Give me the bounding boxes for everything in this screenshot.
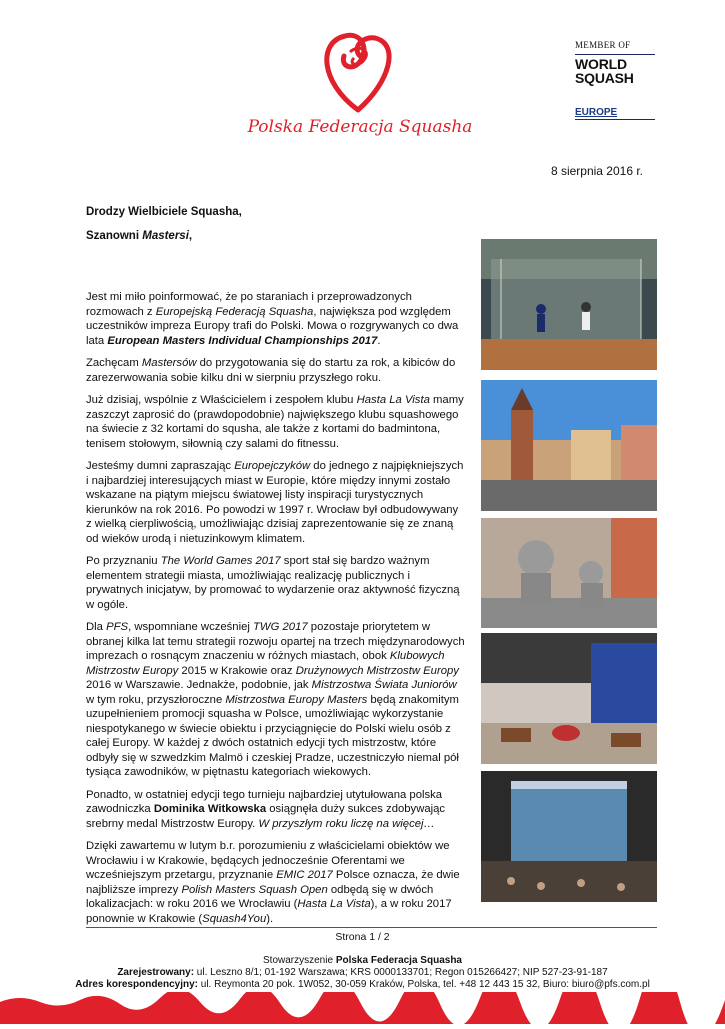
photo-club-lounge [481, 633, 657, 764]
photo-glass-court [481, 239, 657, 370]
world-label: WORLD [575, 56, 627, 72]
paragraph-6: Dla PFS, wspomniane wcześniej TWG 2017 pozostaje priorytetem w obranej kilka lat temu strategii rozwoju opartej na trzech międzynarodowych imprezach o rosnącym znaczeniu w różnych miastach, obok Klubowych Mistrzostw Europy 2015 w Krakowie oraz Drużynowych Mistrzostw Europy 2016 w Warszawie. Jednakże, podobnie, jak Mistrzostwa Świata Juniorów w tym roku, przyszłoroczne Mistrzostwa Europy Masters będą znakomitym uzupełnieniem promocji squasha w Polsce, umożliwiając wykorzystanie niespotykanego w świecie obiektu i przyciągnięcie do Polski wielu osób z całej Europy. W każdej z dwóch ostatnich edycji tych mistrzostw, które odbyły się w szwedzkim Malmö i czeskiej Pradze, uczestniczyło niemal pół tysiąca zawodników, w piętnastu kategoriach wiekowych. [86, 621, 465, 778]
paragraph-7: Ponadto, w ostatniej edycji tego turnieju najbardziej utytułowana polska zawodniczka Dominika Witkowska osiągnęła duży sukces zdobywając srebrny medal Mistrzostw Europy. W przyszłym roku liczę na więcej… [86, 788, 446, 830]
paragraph-8: Dzięki zawartemu w lutym b.r. porozumieniu z właścicielami obiektów we Wrocławiu i w Krakowie, będących jednocześnie Oferentami we wcześniejszym przetargu, przyznanie EMIC 2017 Polsce oznacza, że dwie najbliższe imprezy Polish Masters Squash Open odbędą się w dwóch lokalizacjach: w roku 2016 we Wrocławiu (Hasta La Vista), a w roku 2017 ponownie w Krakowie (Squash4You). [86, 840, 460, 925]
member-of-label: MEMBER OF [575, 40, 631, 50]
logo-text: Polska Federacja Squasha [247, 117, 473, 137]
paragraph-1: Jest mi miło poinformować, że po staraniach i przeprowadzonych rozmowach z Europejską Federacją Squasha, największa pod względem uczestników impreza Europy trafi do Polski. Mowa o rozgrywanych co dwa lata European Masters Individual Championships 2017. [86, 291, 459, 347]
greeting-line-2: Szanowni Mastersi, [86, 230, 193, 242]
squash-label: SQUASH [575, 70, 634, 86]
europe-label: EUROPE [575, 107, 618, 118]
photo-arena-court [481, 771, 657, 902]
paragraph-5: Po przyznaniu The World Games 2017 sport stał się bardzo ważnym elementem strategii miasta, umożliwiając realizację publicznych i prywatnych inicjatyw, by promować to wydarzenie oraz aktywność fizyczną w ogóle. [86, 555, 460, 611]
pfs-logo [240, 22, 480, 152]
footer-registered: Zarejestrowany: ul. Leszno 8/1; 01-192 Warszawa; KRS 0000133701; Regon 015266427; NIP 527-23-91-187 [117, 967, 608, 978]
badge-rule-bottom [575, 119, 655, 120]
world-squash-badge [575, 40, 655, 140]
paragraph-3: Już dzisiaj, wspólnie z Właścicielem i zespołem klubu Hasta La Vista mamy zaszczyt zaprosić do (prawdopodobnie) największego klubu squashowego na świecie z 32 kortami do squsha, ale także z kortami do badmintona, tenisem stołowym, siłownią czy salami do fitnessu. [86, 394, 464, 450]
footer-address: Adres korespondencyjny: ul. Reymonta 20 pok. 1W052, 30-059 Kraków, Polska, tel. +48 12 443 15 32, Biuro: biuro@pfs.com.pl [75, 979, 650, 990]
badge-rule [575, 54, 655, 55]
decorative-red-brush-bar [0, 992, 725, 1024]
photo-dwarf-statues [481, 518, 657, 628]
pfs-heart-icon [240, 22, 480, 152]
letter-body [86, 290, 466, 934]
letter-date: 8 sierpnia 2016 r. [550, 164, 643, 178]
greeting-line-1: Drodzy Wielbiciele Squasha, [86, 206, 242, 218]
footer-association: Stowarzyszenie Polska Federacja Squasha [263, 955, 462, 966]
paragraph-2: Zachęcam Mastersów do przygotowania się do startu za rok, a kibiców do zarezerwowania sobie kilku dni w sierpniu przyszłego roku. [86, 357, 456, 384]
paragraph-4: Jesteśmy dumni zapraszając Europejczyków do jednego z najpiękniejszych i najbardziej interesujących miast w Europie, które między innymi zostało wskazane na piątym miejscu światowej listy inspiracji turystycznych kierunków na rok 2016. Po powodzi w 1997 r. Wrocław był odbudowywany z wielką cierpliwością, umożliwiając dzisiaj zaprezentowanie się ze znaną od wieków urodą i nietuzinkowym klimatem. [86, 460, 464, 545]
photo-wroclaw-square [481, 380, 657, 511]
footer-rule [86, 927, 657, 928]
page-number: Strona 1 / 2 [335, 931, 390, 943]
